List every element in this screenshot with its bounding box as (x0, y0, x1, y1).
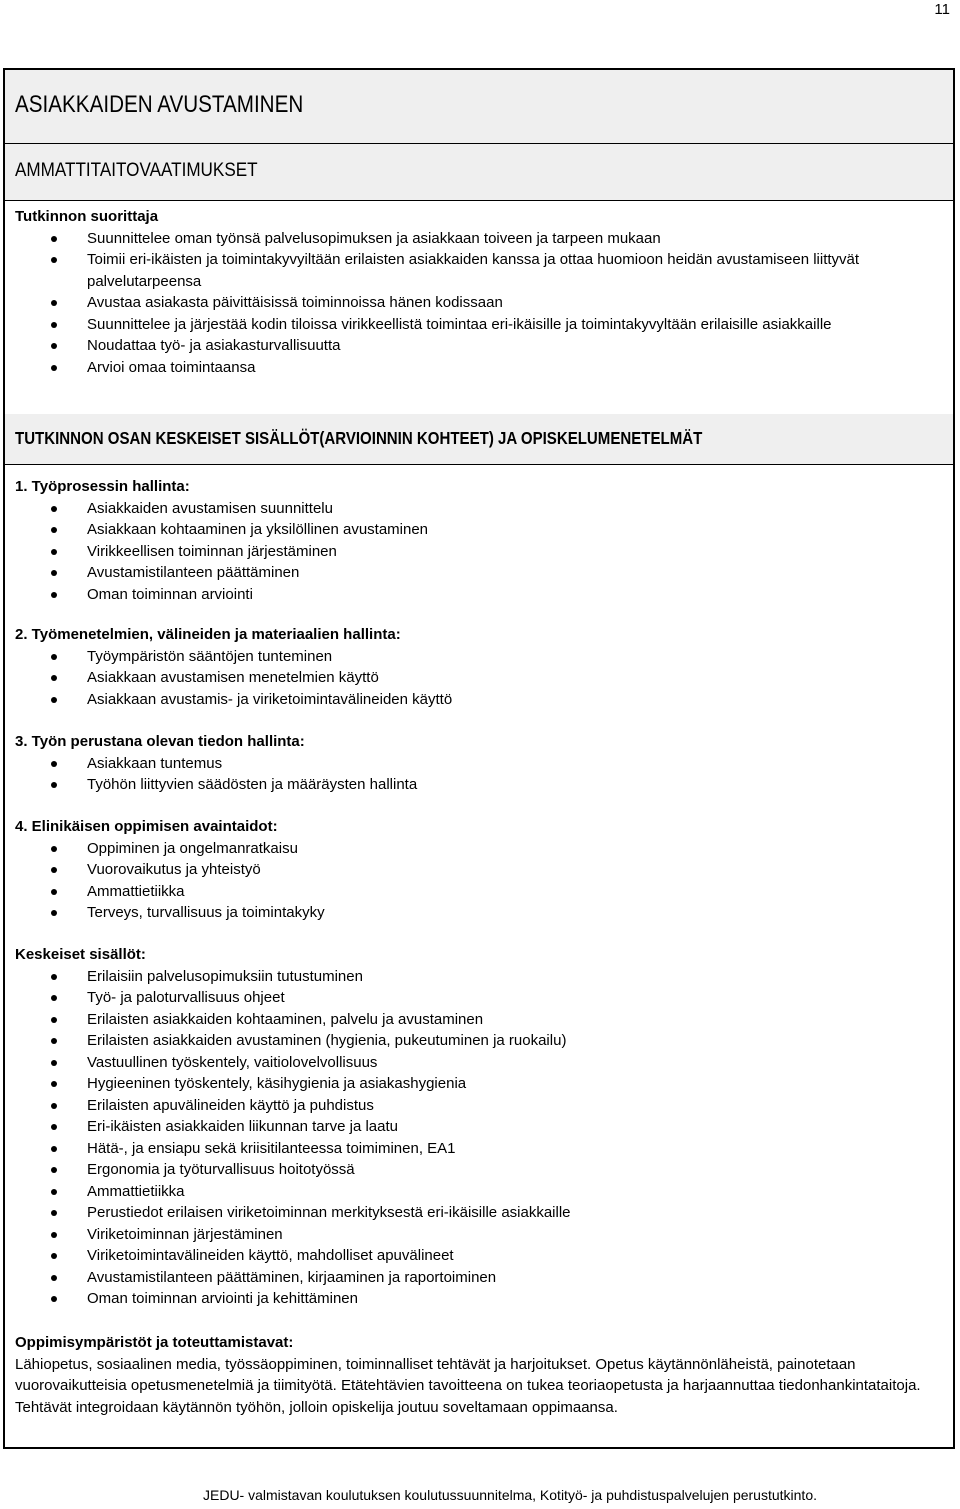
list-item: Perustiedot erilaisen viriketoiminnan merkityksestä eri-ikäisille asiakkaille (15, 1202, 943, 1224)
section-list (15, 753, 943, 796)
title-band (5, 70, 953, 144)
list-item: Arvioi omaa toimintaansa (15, 357, 943, 379)
core-content-heading: Keskeiset sisällöt: (15, 946, 146, 963)
document-frame (3, 68, 955, 1449)
section-3 (15, 731, 943, 796)
section-list (15, 838, 943, 924)
list-item: Erilaisiin palvelusopimuksiin tutustuminen (15, 966, 943, 988)
list-item: Avustamistilanteen päättäminen (15, 562, 943, 584)
section-heading: 2. Työmenetelmien, välineiden ja materiaalien hallinta: (15, 626, 401, 643)
list-item: Erilaisten asiakkaiden avustaminen (hygienia, pukeutuminen ja ruokailu) (15, 1030, 943, 1052)
list-item: Viriketoiminnan järjestäminen (15, 1224, 943, 1246)
list-item: Virikkeellisen toiminnan järjestäminen (15, 541, 943, 563)
list-item: Työ- ja paloturvallisuus ohjeet (15, 987, 943, 1009)
section-list (15, 498, 943, 606)
list-item: Työhön liittyvien säädösten ja määräysten hallinta (15, 774, 943, 796)
content-heading: TUTKINNON OSAN KESKEISET SISÄLLÖT(ARVIOINNIN KOHTEET) JA OPISKELUMENETELMÄT (15, 428, 703, 448)
list-item: Hätä-, ja ensiapu sekä kriisitilanteessa toimiminen, EA1 (15, 1138, 943, 1160)
section-heading: 1. Työprosessin hallinta: (15, 478, 190, 495)
performer-list (15, 228, 943, 379)
list-item: Avustamistilanteen päättäminen, kirjaaminen ja raportoiminen (15, 1267, 943, 1289)
list-item: Eri-ikäisten asiakkaiden liikunnan tarve ja laatu (15, 1116, 943, 1138)
list-item: Työympäristön sääntöjen tunteminen (15, 646, 943, 668)
list-item: Asiakkaan tuntemus (15, 753, 943, 775)
list-item: Ergonomia ja työturvallisuus hoitotyössä (15, 1159, 943, 1181)
section-2 (15, 624, 943, 710)
list-item: Asiakkaan kohtaaminen ja yksilöllinen avustaminen (15, 519, 943, 541)
list-item: Suunnittelee ja järjestää kodin tiloissa virikkeellistä toimintaa eri-ikäisille ja toimintakyvyltään erilaisille asiakkaille (15, 314, 943, 336)
section-1 (15, 476, 943, 605)
page-number: 11 (934, 1, 950, 18)
list-item: Avustaa asiakasta päivittäisissä toiminnoissa hänen kodissaan (15, 292, 943, 314)
learning-heading: Oppimisympäristöt ja toteuttamistavat: (15, 1334, 294, 1351)
performer-section (15, 206, 943, 378)
content-band (5, 414, 953, 465)
learning-text: Lähiopetus, sosiaalinen media, työssäoppiminen, toiminnalliset tehtävät ja harjoitukset. Opetus käytännönläheistä, painotetaan vuorovaikutteisia opetusmenetelmiä ja tiimityötä. Etätehtävien tavoitteena on tukea teoriaopetusta ja harjaannuttaa tiedonhankintataitoja. Tehtävät integroidaan käytännön työhön, jolloin opiskelija joutuu soveltamaan oppimaansa. (15, 1355, 921, 1416)
core-content-list (15, 966, 943, 1310)
list-item: Terveys, turvallisuus ja toimintakyky (15, 902, 943, 924)
list-item: Vuorovaikutus ja yhteistyö (15, 859, 943, 881)
list-item: Oppiminen ja ongelmanratkaisu (15, 838, 943, 860)
list-item: Suunnittelee oman työnsä palvelusopimuksen ja asiakkaan toiveen ja tarpeen mukaan (15, 228, 943, 250)
list-item: Viriketoimintavälineiden käyttö, mahdolliset apuvälineet (15, 1245, 943, 1267)
core-content-section (15, 944, 943, 1310)
requirements-band (5, 144, 953, 201)
list-item: Ammattietiikka (15, 1181, 943, 1203)
list-item: Erilaisten asiakkaiden kohtaaminen, palvelu ja avustaminen (15, 1009, 943, 1031)
list-item: Ammattietiikka (15, 881, 943, 903)
list-item: Hygieeninen työskentely, käsihygienia ja asiakashygienia (15, 1073, 943, 1095)
list-item: Asiakkaiden avustamisen suunnittelu (15, 498, 943, 520)
list-item: Oman toiminnan arviointi (15, 584, 943, 606)
performer-heading: Tutkinnon suorittaja (15, 208, 159, 225)
list-item: Erilaisten apuvälineiden käyttö ja puhdistus (15, 1095, 943, 1117)
list-item: Toimii eri-ikäisten ja toimintakyvyiltään erilaisten asiakkaiden kanssa ja ottaa huomioon heidän avustamiseen liittyvät palvelutarpeensa (15, 249, 943, 292)
footer: JEDU- valmistavan koulutuksen koulutussuunnitelma, Kotityö- ja puhdistuspalvelujen perustutkinto. (203, 1487, 817, 1503)
list-item: Noudattaa työ- ja asiakasturvallisuutta (15, 335, 943, 357)
learning-section (15, 1332, 943, 1418)
list-item: Asiakkaan avustamisen menetelmien käyttö (15, 667, 943, 689)
requirements-heading: AMMATTITAITOVAATIMUKSET (15, 160, 258, 181)
section-heading: 3. Työn perustana olevan tiedon hallinta: (15, 733, 305, 750)
list-item: Oman toiminnan arviointi ja kehittäminen (15, 1288, 943, 1310)
document-title: ASIAKKAIDEN AVUSTAMINEN (15, 91, 304, 118)
section-4 (15, 816, 943, 924)
section-list (15, 646, 943, 711)
section-heading: 4. Elinikäisen oppimisen avaintaidot: (15, 818, 278, 835)
list-item: Asiakkaan avustamis- ja viriketoimintavälineiden käyttö (15, 689, 943, 711)
list-item: Vastuullinen työskentely, vaitiolovelvollisuus (15, 1052, 943, 1074)
